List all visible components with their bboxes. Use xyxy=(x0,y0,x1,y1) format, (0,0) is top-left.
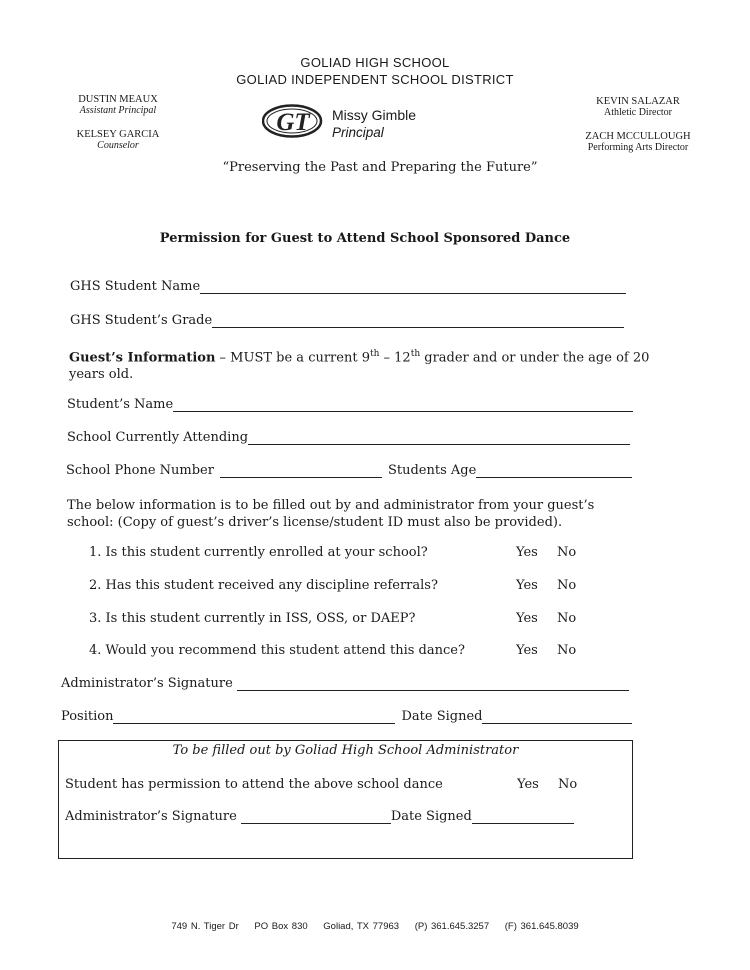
school-phone-line[interactable] xyxy=(220,464,382,478)
footer-contact xyxy=(0,921,750,932)
ghs-date-signed-label: Date Signed xyxy=(390,809,472,824)
school-attending-field[interactable] xyxy=(67,430,630,445)
staff-name: DUSTIN MEAUX xyxy=(78,94,158,105)
principal-name: Missy Gimble xyxy=(332,107,417,123)
staff-name: ZACH MCCULLOUGH xyxy=(585,131,691,142)
question-3-no[interactable]: No xyxy=(557,611,577,626)
question-4-no[interactable]: No xyxy=(557,643,577,658)
school-motto: “Preserving the Past and Preparing the Future” xyxy=(222,160,538,175)
left-staff-block xyxy=(58,94,178,151)
question-4: 4. Would you recommend this student attend this dance? xyxy=(89,643,465,658)
school-name: GOLIAD HIGH SCHOOL xyxy=(300,55,450,70)
permission-yes[interactable]: Yes xyxy=(517,777,539,792)
admin-signature-field[interactable] xyxy=(61,676,629,691)
question-1-no[interactable]: No xyxy=(557,545,577,560)
ghs-box-heading: To be filled out by Goliad High School Administrator xyxy=(172,743,519,758)
principal-title: Principal xyxy=(332,125,384,140)
student-name-line[interactable] xyxy=(200,280,626,294)
right-staff-block xyxy=(568,96,708,153)
footer-city: Goliad, TX 77963 xyxy=(323,921,400,932)
logo-text: GT xyxy=(276,109,310,136)
student-grade-label: GHS Student’s Grade xyxy=(70,313,213,328)
school-attending-label: School Currently Attending xyxy=(67,430,249,445)
footer-fax: (F) 361.645.8039 xyxy=(504,921,579,932)
question-2-no[interactable]: No xyxy=(557,578,577,593)
guest-info-heading: Guest’s Information xyxy=(69,350,216,366)
position-line[interactable] xyxy=(113,710,395,724)
ghs-signature-field[interactable] xyxy=(65,809,574,824)
guest-name-line[interactable] xyxy=(173,398,633,412)
ghs-signature-label: Administrator’s Signature xyxy=(65,809,237,824)
guest-info-paragraph: Guest’s Information – MUST be a current 9th – 12th grader and or under the age of 20 years old. xyxy=(69,349,650,383)
staff-name: KELSEY GARCIA xyxy=(76,129,160,140)
school-logo xyxy=(262,104,326,138)
students-age-label: Students Age xyxy=(387,463,477,478)
question-1-yes[interactable]: Yes xyxy=(516,545,538,560)
question-2-yes[interactable]: Yes xyxy=(516,578,538,593)
admin-signature-label: Administrator’s Signature xyxy=(61,676,233,691)
permission-text: Student has permission to attend the above school dance xyxy=(65,777,443,792)
guest-name-label: Student’s Name xyxy=(67,397,174,412)
school-phone-label: School Phone Number xyxy=(66,463,214,478)
staff-role: Performing Arts Director xyxy=(587,142,689,153)
student-name-label: GHS Student Name xyxy=(70,279,201,294)
footer-po-box: PO Box 830 xyxy=(254,921,308,932)
school-phone-field[interactable] xyxy=(66,463,632,478)
ghs-signature-line[interactable] xyxy=(241,810,391,824)
question-3-yes[interactable]: Yes xyxy=(516,611,538,626)
student-grade-line[interactable] xyxy=(212,314,624,328)
guest-name-field[interactable] xyxy=(67,397,633,412)
form-title: Permission for Guest to Attend School Sponsored Dance xyxy=(159,231,571,246)
staff-role: Counselor xyxy=(97,140,139,151)
student-name-field[interactable] xyxy=(70,279,626,294)
ghs-admin-box xyxy=(58,740,633,859)
school-attending-line[interactable] xyxy=(248,431,630,445)
position-field[interactable] xyxy=(61,709,632,724)
date-signed-label: Date Signed xyxy=(401,709,483,724)
staff-name: KEVIN SALAZAR xyxy=(596,96,680,107)
question-2: 2. Has this student received any discipline referrals? xyxy=(89,578,438,593)
student-grade-field[interactable] xyxy=(70,313,624,328)
staff-role: Athletic Director xyxy=(603,107,673,118)
students-age-line[interactable] xyxy=(476,464,632,478)
footer-phone: (P) 361.645.3257 xyxy=(414,921,490,932)
question-4-yes[interactable]: Yes xyxy=(516,643,538,658)
footer-address: 749 N. Tiger Dr xyxy=(171,921,239,932)
question-1: 1. Is this student currently enrolled at your school? xyxy=(89,545,428,560)
position-label: Position xyxy=(61,709,114,724)
admin-signature-line[interactable] xyxy=(237,677,629,691)
permission-no[interactable]: No xyxy=(558,777,578,792)
ghs-date-signed-line[interactable] xyxy=(472,810,574,824)
admin-instructions: The below information is to be filled out by and administrator from your guest’s school: (Copy of guest’s driver’s license/student ID must also be provided). xyxy=(67,498,595,530)
district-name: GOLIAD INDEPENDENT SCHOOL DISTRICT xyxy=(236,72,514,87)
staff-role: Assistant Principal xyxy=(79,105,157,116)
question-3: 3. Is this student currently in ISS, OSS, or DAEP? xyxy=(89,611,416,626)
date-signed-line[interactable] xyxy=(482,710,632,724)
